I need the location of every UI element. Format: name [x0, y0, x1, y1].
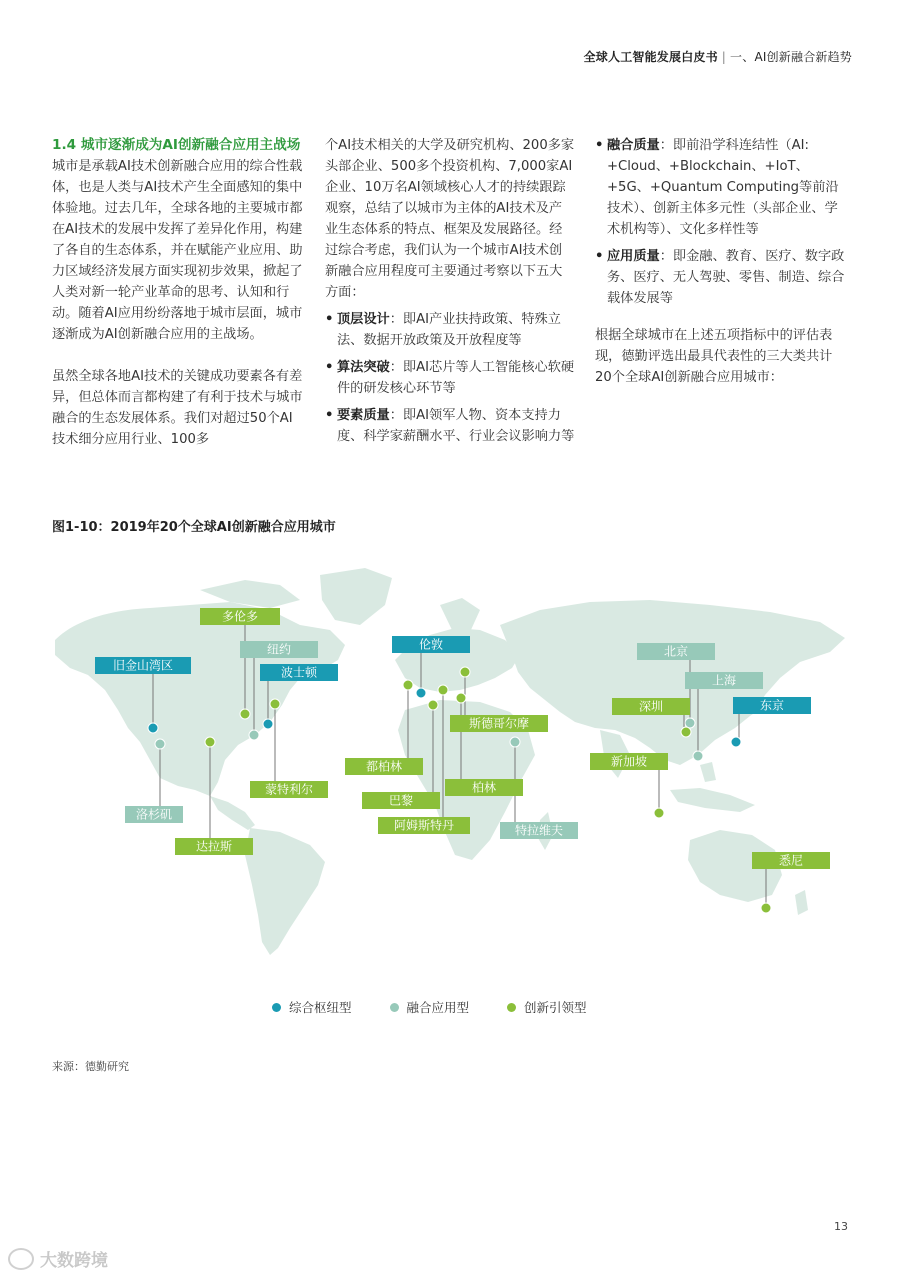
city-dot — [428, 700, 438, 710]
city-label — [250, 781, 328, 798]
city-label-text: 都柏林 — [365, 759, 403, 774]
legend-dot-fusion — [390, 1003, 399, 1012]
criteria-list — [325, 309, 575, 447]
city-label-text: 阿姆斯特丹 — [393, 818, 455, 833]
city-label-text: 巴黎 — [388, 793, 414, 808]
list-item: • 应用质量：即金融、教育、医疗、数字政务、医疗、无人驾驶、零售、制造、综合载体发展等 — [595, 246, 845, 309]
running-header — [584, 48, 852, 65]
legend-dot-innovation — [507, 1003, 516, 1012]
paragraph: 虽然全球各地AI技术的关键成功要素各有差异，但总体而言都构建了有利于技术与城市融合的生态发展体系。我们对超过50个AI技术细分应用行业、100多 — [52, 369, 303, 447]
text-column-2 — [325, 135, 575, 453]
figure-source: 来源：德勤研究 — [52, 1060, 129, 1073]
city-label-text: 斯德哥尔摩 — [468, 716, 530, 731]
city-label — [637, 643, 715, 660]
legend-dot-hub — [272, 1003, 281, 1012]
city-dot — [438, 685, 448, 695]
greenland — [320, 568, 392, 625]
city-dot — [654, 808, 664, 818]
city-label-text: 达拉斯 — [195, 839, 233, 854]
list-item: • 融合质量：即前沿学科连结性（AI: +Cloud、+Blockchain、+IoT、+5G、+Quantum Computing等前沿技术）、创新主体多元性（头部企业、学术机构等）、文化多样性等 — [595, 135, 845, 240]
city-label — [125, 806, 183, 823]
map-legend — [272, 998, 587, 1016]
city-dot — [249, 730, 259, 740]
city-label — [378, 817, 470, 834]
text-column-3 — [595, 135, 845, 388]
watermark: 大数跨境 — [8, 1246, 108, 1271]
city-dot — [205, 737, 215, 747]
city-label-text: 新加坡 — [610, 754, 648, 769]
south-america — [245, 828, 325, 955]
city-label — [733, 697, 811, 714]
city-dot — [148, 723, 158, 733]
city-label-text: 深圳 — [638, 699, 664, 714]
city-label-text: 蒙特利尔 — [264, 782, 314, 797]
header-separator: | — [721, 50, 727, 64]
city-dot — [731, 737, 741, 747]
city-label — [752, 852, 830, 869]
text-column-1 — [52, 135, 304, 450]
city-dot — [761, 903, 771, 913]
city-label — [612, 698, 690, 715]
city-label — [362, 792, 440, 809]
city-dot — [685, 718, 695, 728]
paragraph: 个AI技术相关的大学及研究机构、200多家头部企业、500多个投资机构、7,000家AI企业、10万名AI领域核心人才的持续跟踪观察，总结了以城市为主体的AI技术及产业生态体系的特点、框架及发展路径。经过综合考虑，我们认为一个城市AI技术创新融合应用程度可主要通过考察以下五大方面： — [325, 138, 575, 300]
city-label — [590, 753, 668, 770]
city-label-text: 波士顿 — [280, 665, 318, 680]
city-label — [95, 657, 191, 674]
city-dot — [460, 667, 470, 677]
page-number: 13 — [834, 1220, 848, 1233]
city-dot — [155, 739, 165, 749]
city-label-text: 悉尼 — [778, 853, 804, 868]
city-label — [685, 672, 763, 689]
city-dot — [416, 688, 426, 698]
section-title: 1.4 城市逐渐成为AI创新融合应用主战场 — [52, 137, 301, 153]
asia — [500, 600, 845, 765]
city-label-text: 上海 — [711, 673, 737, 688]
city-dot — [270, 699, 280, 709]
city-label — [260, 664, 338, 681]
city-dot — [693, 751, 703, 761]
legend-item-hub: 综合枢纽型 — [272, 998, 352, 1016]
criteria-list-continued — [595, 135, 845, 309]
city-label-text: 多伦多 — [221, 609, 259, 624]
city-label — [445, 779, 523, 796]
city-label-text: 旧金山湾区 — [112, 658, 174, 673]
city-label-text: 北京 — [663, 644, 689, 659]
city-label-text: 东京 — [759, 698, 785, 713]
figure-title: 图1-10：2019年20个全球AI创新融合应用城市 — [52, 520, 336, 535]
city-label-text: 伦敦 — [418, 637, 444, 652]
city-dot — [456, 693, 466, 703]
city-dot — [510, 737, 520, 747]
watermark-logo-icon — [8, 1248, 34, 1270]
header-title: 全球人工智能发展白皮书 — [583, 50, 718, 64]
city-label-text: 特拉维夫 — [514, 823, 564, 838]
paragraph: 城市是承载AI技术创新融合应用的综合性载体，也是人类与AI技术产生全面感知的集中体验地。过去几年，全球各地的主要城市都在AI技术的发展中发挥了差异化作用，构建了各自的生态体系，并在赋能产业应用、助力区域经济发展方面实现初步效果，掀起了人类对新一轮产业革命的思考、认知和行动。随着AI应用纷纷落地于城市层面，城市逐渐成为AI创新融合应用的主战场。 — [52, 159, 303, 342]
land-masses — [55, 568, 845, 955]
city-label — [175, 838, 253, 855]
legend-item-fusion: 融合应用型 — [390, 998, 470, 1016]
city-label-text: 洛杉矶 — [135, 807, 173, 822]
header-chapter: 一、AI创新融合新趋势 — [730, 50, 852, 64]
city-label-text: 柏林 — [471, 780, 497, 795]
north-america — [55, 602, 345, 796]
city-label — [392, 636, 470, 653]
city-dot — [240, 709, 250, 719]
legend-item-innovation: 创新引领型 — [507, 998, 587, 1016]
city-dot — [403, 680, 413, 690]
world-map — [0, 550, 900, 970]
paragraph: 根据全球城市在上述五项指标中的评估表现，德勤评选出最具代表性的三大类共计20个全球AI创新融合应用城市： — [595, 328, 833, 385]
list-item: • 顶层设计：即AI产业扶持政策、特殊立法、数据开放政策及开放程度等 — [325, 309, 575, 351]
list-item: • 要素质量：即AI领军人物、资本支持力度、科学家薪酬水平、行业会议影响力等 — [325, 405, 575, 447]
city-dot — [681, 727, 691, 737]
city-dot — [263, 719, 273, 729]
city-label — [240, 641, 318, 658]
city-label — [450, 715, 548, 732]
city-label — [345, 758, 423, 775]
list-item: • 算法突破：即AI芯片等人工智能核心软硬件的研发核心环节等 — [325, 357, 575, 399]
city-label-text: 纽约 — [266, 642, 292, 657]
city-label — [500, 822, 578, 839]
city-label — [200, 608, 280, 625]
